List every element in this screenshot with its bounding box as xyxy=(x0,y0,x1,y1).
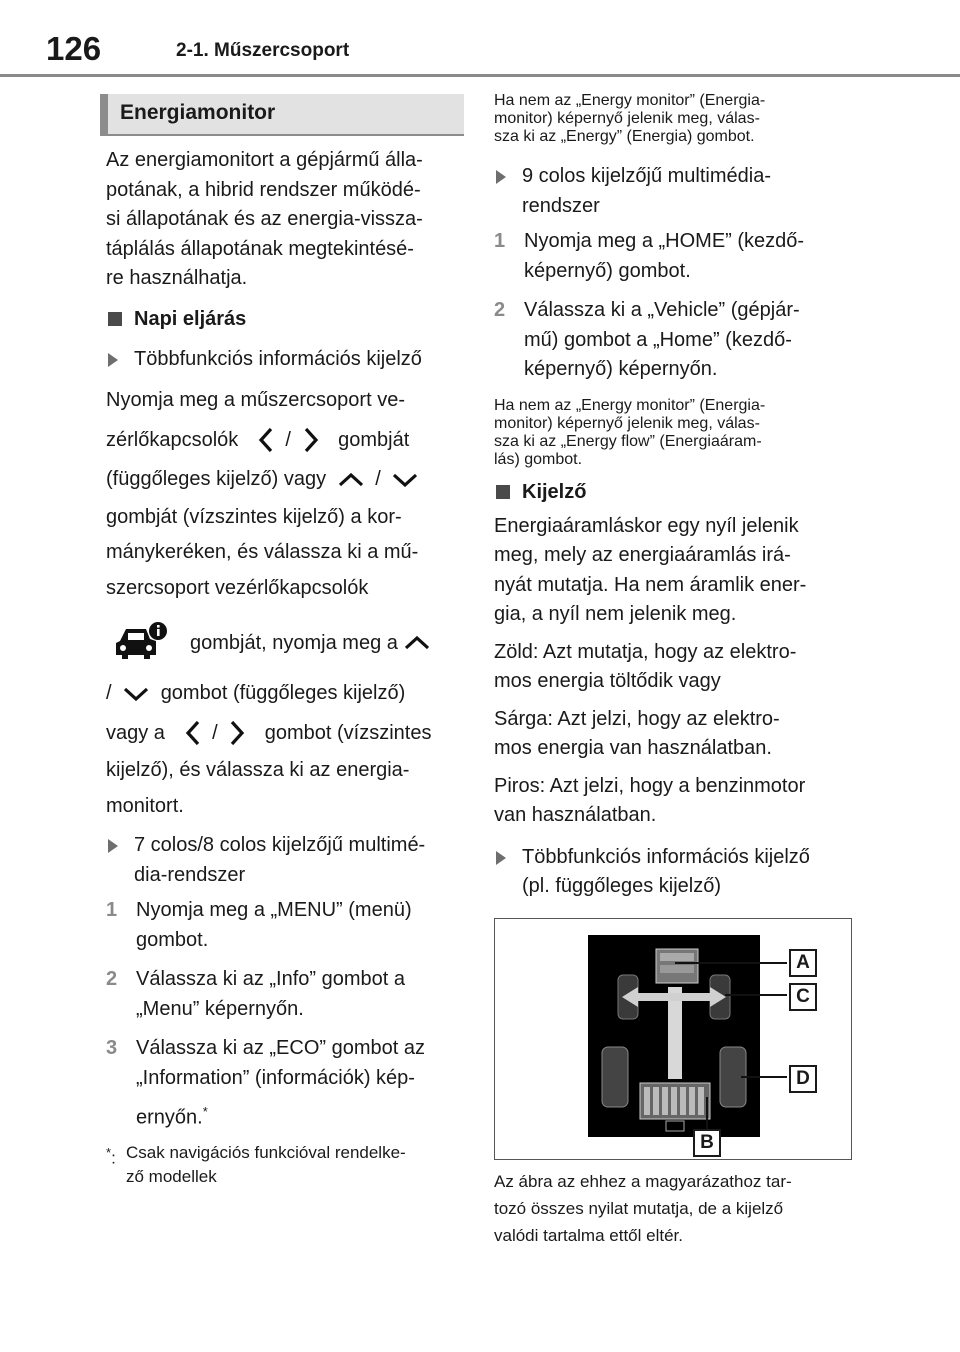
instruction-line: kijelző), és válassza ki az energia- xyxy=(106,759,410,781)
instruction-line: szercsoport vezérlőkapcsolók xyxy=(106,576,369,599)
page-header xyxy=(0,0,960,80)
slash: / xyxy=(106,682,112,704)
slash: / xyxy=(375,468,381,490)
note-energy-flow xyxy=(494,397,854,469)
intro-line: potának, a hibrid rendszer működé- xyxy=(106,178,421,201)
daily-heading-label: Napi eljárás xyxy=(134,307,247,330)
step-number: 1 xyxy=(106,899,118,921)
caption-line: Az ábra az ehhez a magyarázathoz tar- xyxy=(494,1171,792,1191)
chevron-down-icon xyxy=(123,686,149,702)
intro-line: re használhatja. xyxy=(106,267,248,289)
nav-heading-line: dia-rendszer xyxy=(134,863,246,886)
instruction-text: gombját xyxy=(338,428,410,451)
left-column xyxy=(106,94,466,1189)
step-line: Válassza ki a „Vehicle” (gépjár- xyxy=(524,299,800,321)
note-energy xyxy=(494,92,854,146)
figure-label-a: A xyxy=(789,949,817,977)
step-line: Válassza ki az „ECO” gombot az xyxy=(136,1037,425,1059)
daily-heading xyxy=(106,308,466,331)
red-line: van használatban. xyxy=(494,804,657,826)
step-item xyxy=(106,965,466,1024)
step-line: mű) gombot a „Home” (kezdő- xyxy=(524,328,792,351)
step-line: Válassza ki az „Info” gombot a xyxy=(136,968,406,990)
figure-label-c: C xyxy=(789,983,817,1011)
section-title: 2-1. Műszercsoport xyxy=(176,40,350,61)
display-heading-label: Kijelző xyxy=(522,480,587,503)
footnote: *: Csak navigációs funkcióval rendelke- ző modellek xyxy=(106,1141,466,1189)
instruction-line-icons xyxy=(106,621,466,665)
square-bullet-icon xyxy=(496,485,510,499)
instruction-text: gombját, nyomja meg a xyxy=(190,631,398,654)
instruction-line-icons xyxy=(106,719,466,749)
green-paragraph xyxy=(494,638,854,697)
note-line: lás) gombot. xyxy=(494,450,583,468)
car-info-icon xyxy=(106,621,170,665)
display-line: gia, a nyíl nem jelenik meg. xyxy=(494,603,737,625)
yellow-line: Sárga: Azt jelzi, hogy az elektro- xyxy=(494,707,780,730)
intro-paragraph xyxy=(106,146,466,294)
step-line: gombot. xyxy=(136,928,209,951)
green-line: mos energia töltődik vagy xyxy=(494,670,721,692)
step-item xyxy=(494,296,854,385)
chevron-right-icon xyxy=(303,427,319,453)
footnote-line: Csak navigációs funkcióval rendelke- xyxy=(126,1143,406,1163)
nine-heading-line: rendszer xyxy=(522,194,600,217)
page-number: 126 xyxy=(46,30,102,67)
slash: / xyxy=(212,721,218,744)
red-paragraph xyxy=(494,772,854,831)
instruction-line-icons xyxy=(106,679,466,709)
display-paragraph xyxy=(494,512,854,630)
nine-heading-line: 9 colos kijelzőjű multimédia- xyxy=(522,165,771,187)
display-heading xyxy=(494,481,854,504)
instruction-text: gombot (függőleges kijelző) xyxy=(160,682,406,704)
instruction-text: vagy a xyxy=(106,721,165,744)
energy-monitor-figure xyxy=(494,918,852,1160)
step-number: 1 xyxy=(494,230,506,252)
instruction-text: (függőleges kijelző) vagy xyxy=(106,468,327,490)
footnote-asterisk: * xyxy=(106,1145,112,1161)
display-line: meg, mely az energiaáramlás irá- xyxy=(494,544,791,566)
header-rule xyxy=(0,74,960,77)
square-bullet-icon xyxy=(108,312,122,326)
display-line: Energiaáramláskor egy nyíl jelenik xyxy=(494,514,799,537)
step-number: 2 xyxy=(106,968,118,990)
note-line: monitor) képernyő jelenik meg, válas- xyxy=(494,110,760,127)
step-line: képernyő) gombot. xyxy=(524,259,691,282)
step-item xyxy=(106,896,466,955)
step-number: 3 xyxy=(106,1037,118,1059)
energiamonitor-title-box xyxy=(100,94,464,136)
chevron-left-icon xyxy=(258,427,274,453)
mfd-vertical-heading xyxy=(494,843,854,902)
nav-heading xyxy=(106,831,466,890)
step-line: „Information” (információk) kép- xyxy=(136,1066,415,1089)
triangle-bullet-icon xyxy=(108,353,118,367)
footnote-marker: * xyxy=(202,1104,208,1119)
yellow-paragraph xyxy=(494,705,854,764)
note-line: sza ki az „Energy flow” (Energiaáram- xyxy=(494,432,762,450)
step-line: képernyő) képernyőn. xyxy=(524,358,718,380)
red-line: Piros: Azt jelzi, hogy a benzinmotor xyxy=(494,774,806,797)
instruction-text: zérlőkapcsolók xyxy=(106,428,239,451)
right-column xyxy=(494,92,854,1249)
note-line: monitor) képernyő jelenik meg, válas- xyxy=(494,414,760,432)
caption-line: valódi tartalma ettől eltér. xyxy=(494,1225,683,1245)
instruction-line: gombját (vízszintes kijelző) a kor- xyxy=(106,505,402,528)
mfd-heading-line: (pl. függőleges kijelző) xyxy=(522,875,721,897)
intro-line: táplálás állapotának megtekintésé- xyxy=(106,237,414,260)
figure-label-b: B xyxy=(693,1129,721,1157)
step-item xyxy=(106,1034,466,1133)
chevron-up-icon xyxy=(404,635,430,651)
figure-caption xyxy=(494,1168,854,1249)
step-line: „Menu” képernyőn. xyxy=(136,997,304,1020)
yellow-line: mos energia van használatban. xyxy=(494,737,772,759)
intro-line: si állapotának és az energia-vissza- xyxy=(106,208,423,230)
intro-line: Az energiamonitort a gépjármű álla- xyxy=(106,149,423,171)
chevron-up-icon xyxy=(338,472,364,488)
display-line: nyát mutatja. Ha nem áramlik ener- xyxy=(494,573,807,596)
slash: / xyxy=(285,428,291,451)
step-line: Nyomja meg a „MENU” (menü) xyxy=(136,899,412,921)
mfd-heading-line: Többfunkciós információs kijelző xyxy=(522,845,810,868)
box-title: Energiamonitor xyxy=(120,101,276,124)
triangle-bullet-icon xyxy=(496,851,506,865)
green-line: Zöld: Azt mutatja, hogy az elektro- xyxy=(494,640,797,663)
instruction-line-icons xyxy=(106,426,466,456)
mfd-heading xyxy=(106,345,466,375)
chevron-right-icon xyxy=(229,720,245,746)
triangle-bullet-icon xyxy=(108,839,118,853)
instruction-text: gombot (vízszintes xyxy=(264,721,432,744)
step-line: ernyőn. xyxy=(136,1106,203,1129)
figure-label-d: D xyxy=(789,1065,817,1093)
instruction-line-icons xyxy=(106,465,466,495)
note-line: Ha nem az „Energy monitor” (Energia- xyxy=(494,396,766,414)
instruction-line: Nyomja meg a műszercsoport ve- xyxy=(106,389,405,411)
triangle-bullet-icon xyxy=(496,170,506,184)
caption-line: tozó összes nyilat mutatja, de a kijelző xyxy=(494,1198,784,1218)
chevron-down-icon xyxy=(392,472,418,488)
step-item xyxy=(494,227,854,286)
instruction-line: mánykeréken, és válassza ki a mű- xyxy=(106,541,419,563)
nine-inch-heading xyxy=(494,162,854,221)
note-line: sza ki az „Energy” (Energia) gombot. xyxy=(494,128,755,145)
chevron-left-icon xyxy=(185,720,201,746)
step-number: 2 xyxy=(494,299,506,321)
footnote-line: ző modellek xyxy=(126,1167,217,1187)
mfd-heading-label: Többfunkciós információs kijelző xyxy=(134,347,422,370)
instruction-line: monitort. xyxy=(106,794,184,817)
step-line: Nyomja meg a „HOME” (kezdő- xyxy=(524,230,805,252)
nav-heading-line: 7 colos/8 colos kijelzőjű multimé- xyxy=(134,834,426,856)
note-line: Ha nem az „Energy monitor” (Energia- xyxy=(494,92,766,109)
